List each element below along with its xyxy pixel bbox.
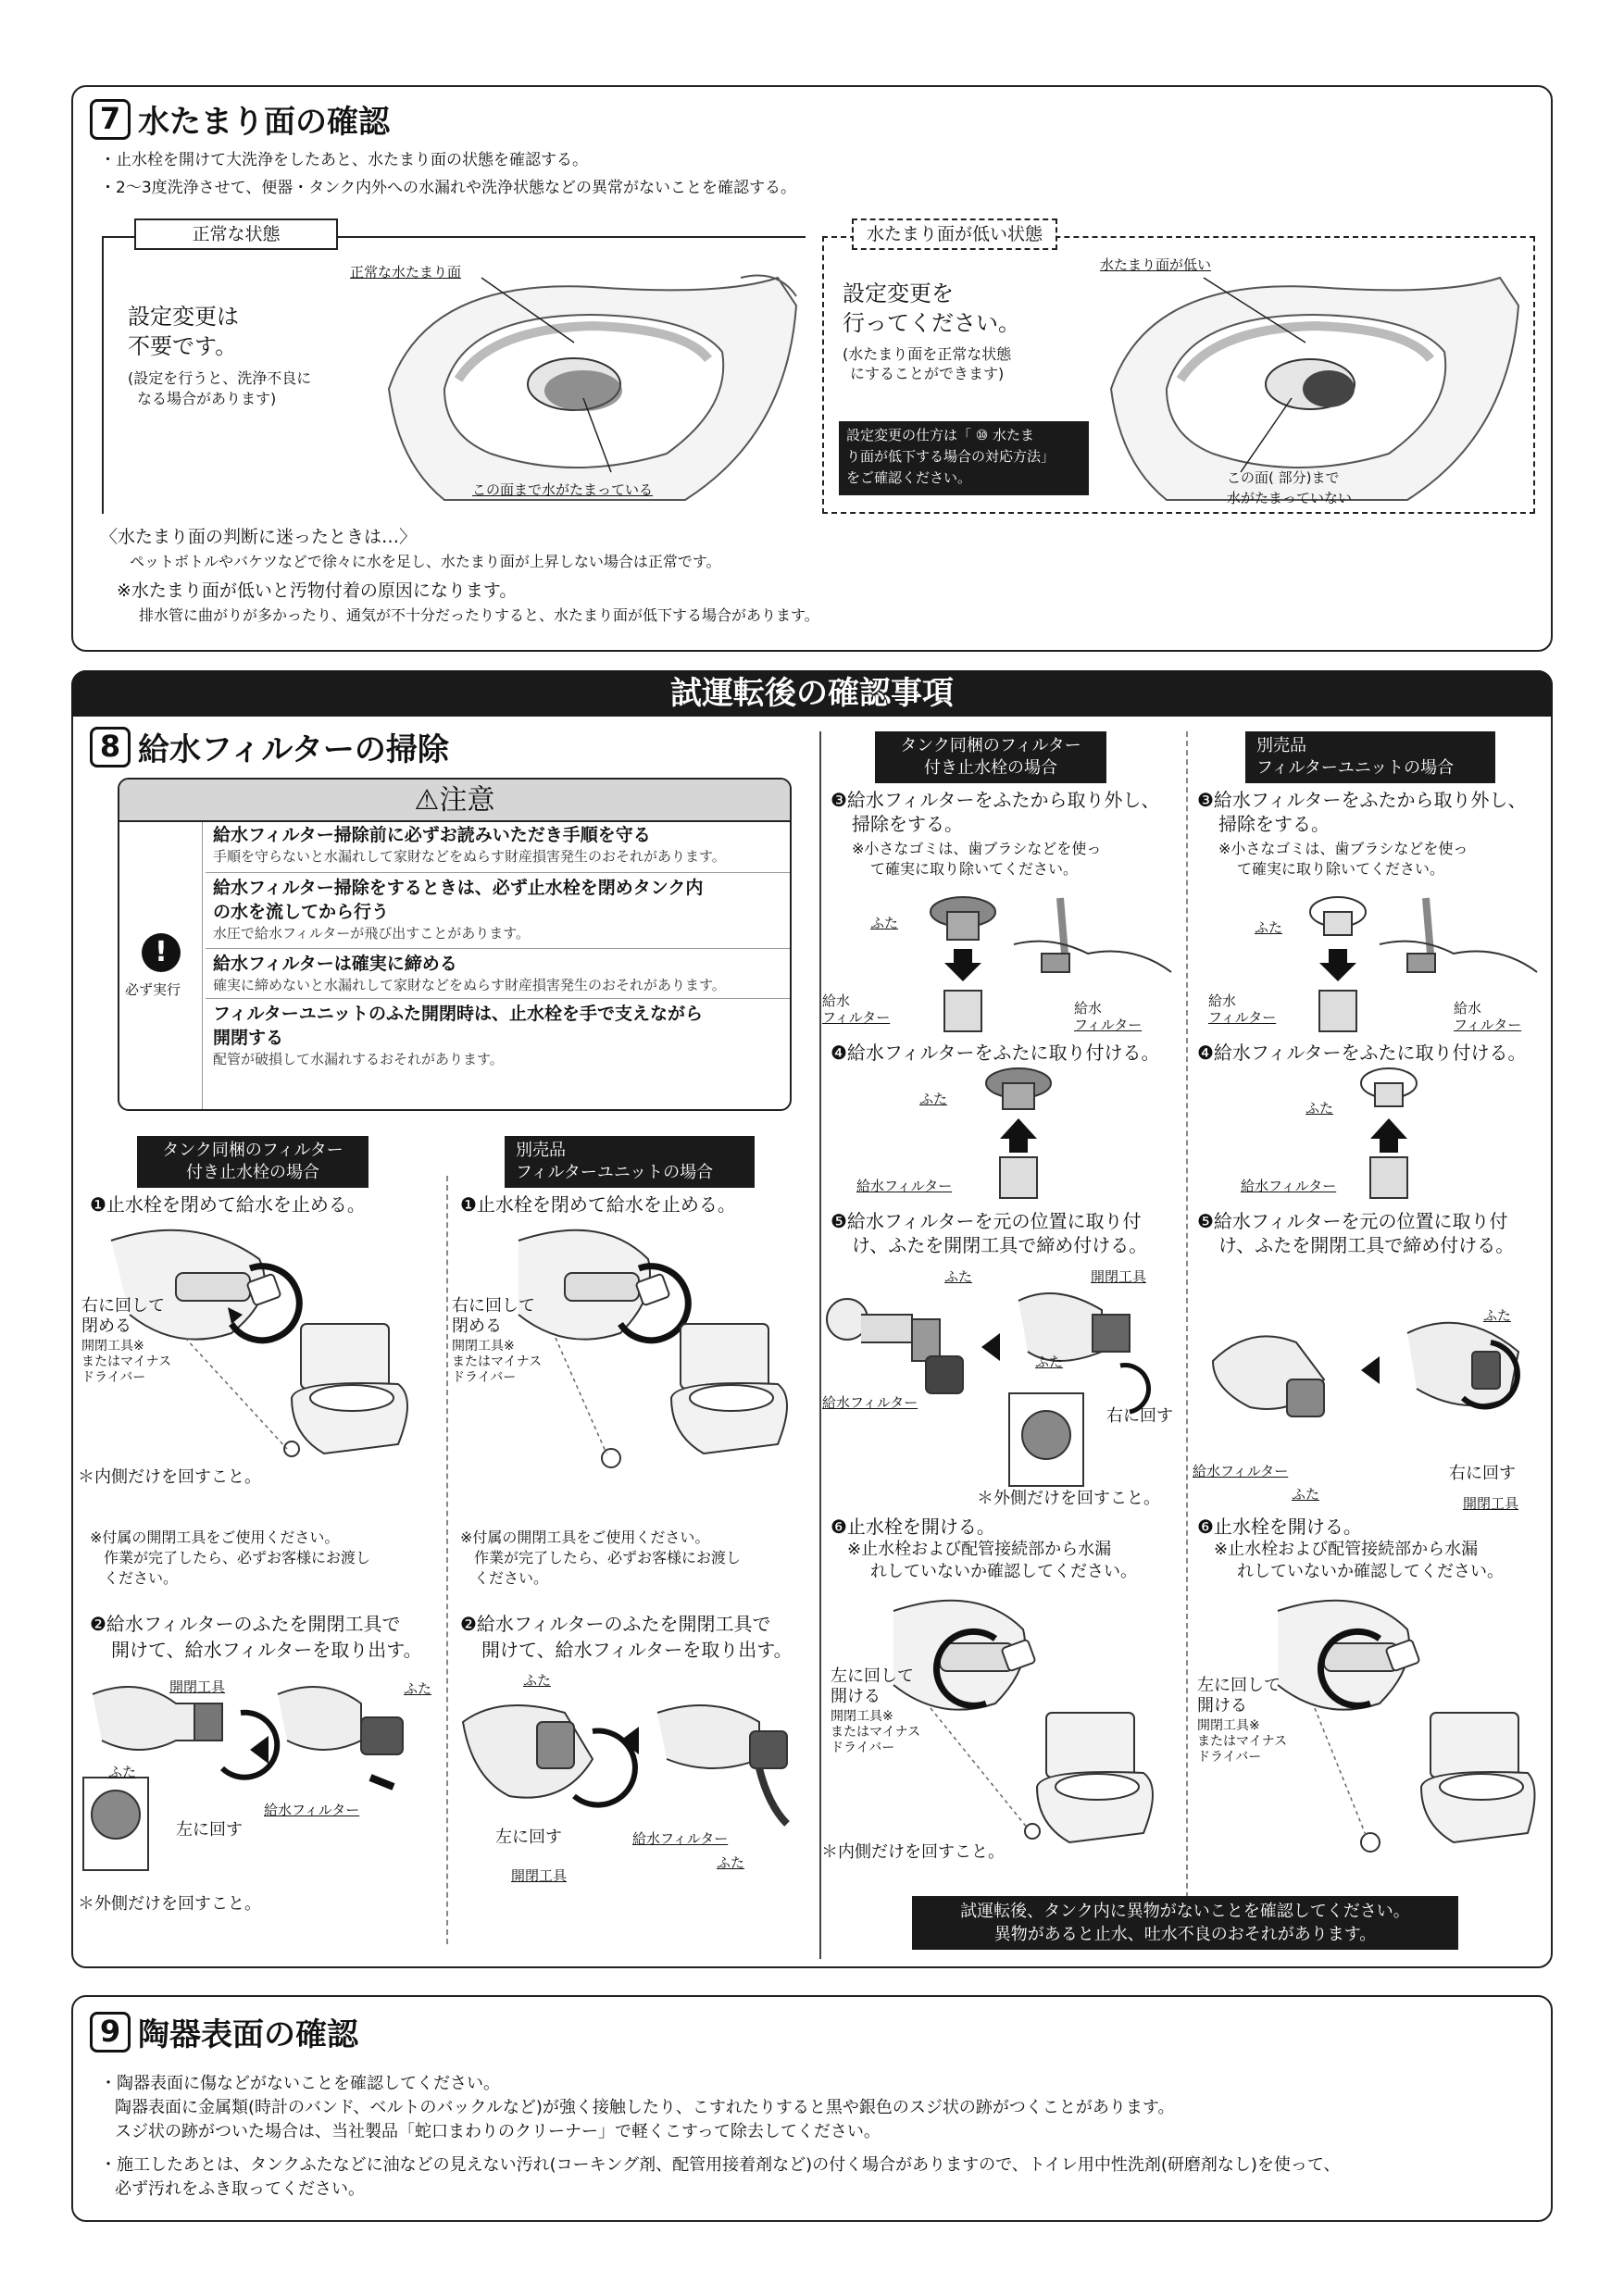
low-note-1: (水たまり面を正常な状態	[843, 345, 1012, 363]
section-number: 7	[90, 99, 131, 140]
colC-label-filter-1: 給水 フィルター	[822, 992, 891, 1026]
left-col-divider	[446, 1176, 448, 1944]
colD-label-filter-2: 給水 フィルター	[1454, 1000, 1522, 1033]
colD-step4: ❹給水フィルターをふたに取り付ける。	[1197, 1042, 1527, 1064]
colC-outer-only: ＊外側だけを回すこと。	[977, 1489, 1160, 1508]
section-7-title: 7 水たまり面の確認	[90, 96, 390, 142]
colC-label-lid: ふた	[870, 915, 899, 931]
caution-header: ⚠注意	[119, 780, 790, 822]
colA-note-tool-3: ください。	[104, 1569, 179, 1587]
col-c-tag: タンク同梱のフィルター 付き止水栓の場合	[875, 731, 1106, 783]
colC-step5a: ❺給水フィルターを元の位置に取り付	[831, 1210, 1142, 1232]
colB-note-tool-3: ください。	[474, 1569, 549, 1587]
colD-step6-note-2: れしていないか確認してください。	[1237, 1562, 1504, 1581]
low-settings-box: 設定変更の仕方は「 ⑩ 水たま り面が低下する場合の対応方法」 をご確認ください。	[839, 421, 1089, 495]
colC-label-filter-4: 給水フィルター	[822, 1394, 918, 1411]
low-label-bottom-2: 水がたまっていない	[1227, 490, 1353, 506]
colD-step3a: ❸給水フィルターをふたから取り外し、	[1197, 789, 1527, 811]
caution-row-4: フィルターユニットのふた開閉時は、止水栓を手で支えながら 開閉する 配管が破損して水漏れするおそれがあります。	[206, 998, 792, 1071]
must-do-label: 必ず実行	[125, 981, 181, 998]
low-label-bottom-1: この面( 部分)まで	[1227, 469, 1340, 486]
colA-note-tool-2: 作業が完了したら、必ずお客様にお渡し	[104, 1549, 371, 1566]
normal-label-top: 正常な水たまり面	[350, 264, 462, 281]
colA-inner-only: ＊内側だけを回すこと。	[78, 1467, 261, 1487]
normal-heading-2: 不要です。	[128, 333, 238, 359]
colD-step5a: ❺給水フィルターを元の位置に取り付	[1197, 1210, 1508, 1232]
caution-row-3: 給水フィルターは確実に締める 確実に締めないと水漏れして家財などをぬらす財産損害発生のおそれがあります。	[206, 948, 792, 997]
warn-text: 排水管に曲がりが多かったり、通気が不十分だったりすると、水たまり面が低下する場合があります。	[139, 606, 819, 624]
colC-step3b: 掃除をする。	[852, 813, 963, 835]
colC-step6-note-1: ※止水栓および配管接続部から水漏	[847, 1540, 1112, 1559]
section-number: 8	[90, 727, 131, 767]
colA-step2b: 開けて、給水フィルターを取り出す。	[111, 1639, 422, 1661]
colC-step4: ❹給水フィルターをふたに取り付ける。	[831, 1042, 1160, 1064]
colC-step3a: ❸給水フィルターをふたから取り外し、	[831, 789, 1160, 811]
s7-bullet-1: ・止水栓を開けて大洗浄をしたあと、水たまり面の状態を確認する。	[100, 151, 588, 169]
colB-step2b: 開けて、給水フィルターを取り出す。	[481, 1639, 793, 1661]
s9-line-4: ・施工したあとは、タンクふたなどに油などの見えない汚れ(コーキング剤、配管用接着剤など)の付く場合がありますので、トイレ用中性洗剤(研磨剤なし)を使って、	[100, 2155, 1341, 2175]
colB-step2a: ❷給水フィルターのふたを開閉工具で	[460, 1613, 771, 1635]
colA-label-tool: 開閉工具	[169, 1678, 226, 1695]
colD-label-lid-3: ふた	[1483, 1307, 1512, 1324]
colB-note-tool-2: 作業が完了したら、必ずお客様にお渡し	[474, 1549, 742, 1566]
colA-outer-only: ＊外側だけを回すこと。	[78, 1894, 261, 1914]
colC-filter-attach-illustration	[972, 1065, 1083, 1204]
normal-note-1: (設定を行うと、洗浄不良に	[128, 369, 312, 387]
warn-title: ※水たまり面が低いと汚物付着の原因になります。	[117, 580, 518, 601]
colB-close-label: 右に回して 閉める	[452, 1296, 535, 1336]
low-heading-2: 行ってください。	[843, 310, 1020, 336]
colD-tool-label: 開閉工具※ またはマイナス ドライバー	[1197, 1718, 1288, 1765]
colD-label-lid-4: ふた	[1292, 1486, 1320, 1503]
section-9-title: 9 陶器表面の確認	[90, 2009, 358, 2054]
colB-note-tool-1: ※付属の開閉工具をご使用ください。	[460, 1529, 710, 1546]
col-d-tag: 別売品 フィルターユニットの場合	[1245, 731, 1495, 783]
colA-close-label: 右に回して 閉める	[81, 1296, 165, 1336]
judge-text: ペットボトルやバケツなどで徐々に水を足し、水たまり面が上昇しない場合は正常です。	[130, 553, 721, 570]
colC-open-label: 左に回して 開ける	[831, 1666, 914, 1706]
must-do-cell	[119, 822, 203, 1111]
col-a-tag: タンク同梱のフィルター 付き止水栓の場合	[137, 1136, 369, 1188]
colA-step1: ❶止水栓を閉めて給水を止める。	[90, 1193, 366, 1216]
colA-label-lid-2: ふた	[404, 1680, 432, 1697]
colC-step3-note-2: て確実に取り除いてください。	[870, 860, 1079, 878]
colC-tool-label: 開閉工具※ またはマイナス ドライバー	[831, 1709, 921, 1755]
judge-title: 〈水たまり面の判断に迷ったときは…〉	[100, 527, 418, 547]
colD-step6-note-1: ※止水栓および配管接続部から水漏	[1214, 1540, 1479, 1559]
final-notice: 試運転後、タンク内に異物がないことを確認してください。 異物があると止水、吐水不良のおそれがあります。	[912, 1896, 1458, 1950]
colA-label-filter: 給水フィルター	[264, 1802, 360, 1818]
s9-line-3: スジ状の跡がついた場合は、当社製品「蛇口まわりのクリーナー」で軽くこすって除去してください。	[115, 2122, 881, 2141]
colD-filter-attach-illustration	[1343, 1065, 1454, 1204]
colC-turn-right: 右に回す	[1106, 1406, 1173, 1426]
colD-label-lid: ふた	[1255, 919, 1283, 936]
colD-step3b: 掃除をする。	[1218, 813, 1330, 835]
caution-box	[118, 778, 792, 1111]
s9-line-1: ・陶器表面に傷などがないことを確認してください。	[100, 2074, 500, 2093]
colD-label-lid-2: ふた	[1305, 1100, 1334, 1117]
col-b-tag: 別売品 フィルターユニットの場合	[505, 1136, 755, 1188]
s7-bullet-2: ・2～3度洗浄させて、便器・タンク内外への水漏れや洗浄状態などの異常がないことを確認する。	[100, 179, 796, 197]
normal-heading-1: 設定変更は	[128, 304, 239, 330]
colB-label-tool: 開閉工具	[511, 1867, 568, 1884]
colD-label-tool: 開閉工具	[1463, 1495, 1519, 1512]
s9-line-5: 必ず汚れをふき取ってください。	[115, 2179, 365, 2199]
colC-reinstall-illustration	[824, 1264, 1176, 1486]
colD-step6: ❻止水栓を開ける。	[1197, 1516, 1362, 1538]
colC-label-filter-2: 給水 フィルター	[1074, 1000, 1143, 1033]
exclamation-icon: !	[142, 933, 181, 972]
colD-label-filter-3: 給水フィルター	[1241, 1178, 1337, 1194]
low-label-top: 水たまり面が低い	[1100, 256, 1212, 273]
colD-step3-note-2: て確実に取り除いてください。	[1237, 860, 1445, 878]
colD-label-filter-4: 給水フィルター	[1193, 1463, 1289, 1479]
colB-label-lid-2: ふた	[717, 1854, 745, 1871]
colB-label-lid: ふた	[523, 1672, 552, 1689]
colB-step1: ❶止水栓を閉めて給水を止める。	[460, 1193, 736, 1216]
colD-label-filter-1: 給水 フィルター	[1208, 992, 1277, 1026]
section-8-title: 8 給水フィルターの掃除	[90, 724, 449, 769]
colB-turn-left: 左に回す	[495, 1828, 562, 1847]
caution-row-1: 給水フィルター掃除前に必ずお読みいただき手順を守る 手順を守らないと水漏れして家財などをぬらす財産損害発生のおそれがあります。	[213, 825, 726, 865]
low-heading-1: 設定変更を	[843, 281, 954, 306]
toilet-bowl-normal-illustration	[389, 250, 806, 509]
colD-turn-right: 右に回す	[1449, 1464, 1516, 1483]
colC-step6-note-2: れしていないか確認してください。	[870, 1562, 1137, 1581]
colC-step5b: け、ふたを開閉工具で締め付ける。	[852, 1234, 1148, 1256]
colA-note-tool-1: ※付属の開閉工具をご使用ください。	[90, 1529, 340, 1546]
colC-step6: ❻止水栓を開ける。	[831, 1516, 995, 1538]
s9-line-2: 陶器表面に金属類(時計のバンド、ベルトのバックルなど)が強く接触したり、こすれたりすると黒や銀色のスジ状の跡がつくことがあります。	[115, 2098, 1175, 2117]
colD-step3-note-1: ※小さなゴミは、歯ブラシなどを使っ	[1218, 840, 1468, 857]
section-number: 9	[90, 2012, 131, 2053]
colD-open-label: 左に回して 開ける	[1197, 1676, 1280, 1716]
main-divider	[819, 731, 821, 1959]
low-state-tag: 水たまり面が低い状態	[852, 218, 1057, 250]
colC-step3-note-1: ※小さなゴミは、歯ブラシなどを使っ	[852, 840, 1102, 857]
colA-label-lid: ふた	[108, 1764, 137, 1780]
colC-label-lid-3: ふた	[944, 1268, 973, 1285]
colC-label-tool: 開閉工具	[1091, 1268, 1147, 1285]
normal-label-bottom: この面まで水がたまっている	[472, 481, 654, 498]
colA-turn-left: 左に回す	[176, 1820, 243, 1840]
normal-state-tag: 正常な状態	[134, 218, 338, 250]
colB-tool-label: 開閉工具※ またはマイナス ドライバー	[452, 1339, 543, 1385]
colC-label-lid-2: ふた	[919, 1091, 948, 1107]
colA-tool-label: 開閉工具※ またはマイナス ドライバー	[81, 1339, 172, 1385]
colB-label-filter: 給水フィルター	[632, 1830, 729, 1847]
colC-label-lid-4: ふた	[1035, 1354, 1064, 1370]
colC-label-filter-3: 給水フィルター	[856, 1178, 953, 1194]
colD-step5b: け、ふたを開閉工具で締め付ける。	[1218, 1234, 1515, 1256]
normal-note-2: なる場合があります)	[137, 390, 277, 407]
low-note-2: にすることができます)	[850, 365, 1005, 382]
colC-inner-only: ＊内側だけを回すこと。	[821, 1842, 1005, 1862]
banner: 試運転後の確認事項	[71, 670, 1553, 717]
colA-step2a: ❷給水フィルターのふたを開閉工具で	[90, 1613, 401, 1635]
caution-row-2: 給水フィルター掃除をするときは、必ず止水栓を閉めタンク内 の水を流してから行う 水圧で給水フィルターが飛び出すことがあります。	[206, 872, 792, 945]
right-col-divider	[1186, 731, 1188, 1926]
